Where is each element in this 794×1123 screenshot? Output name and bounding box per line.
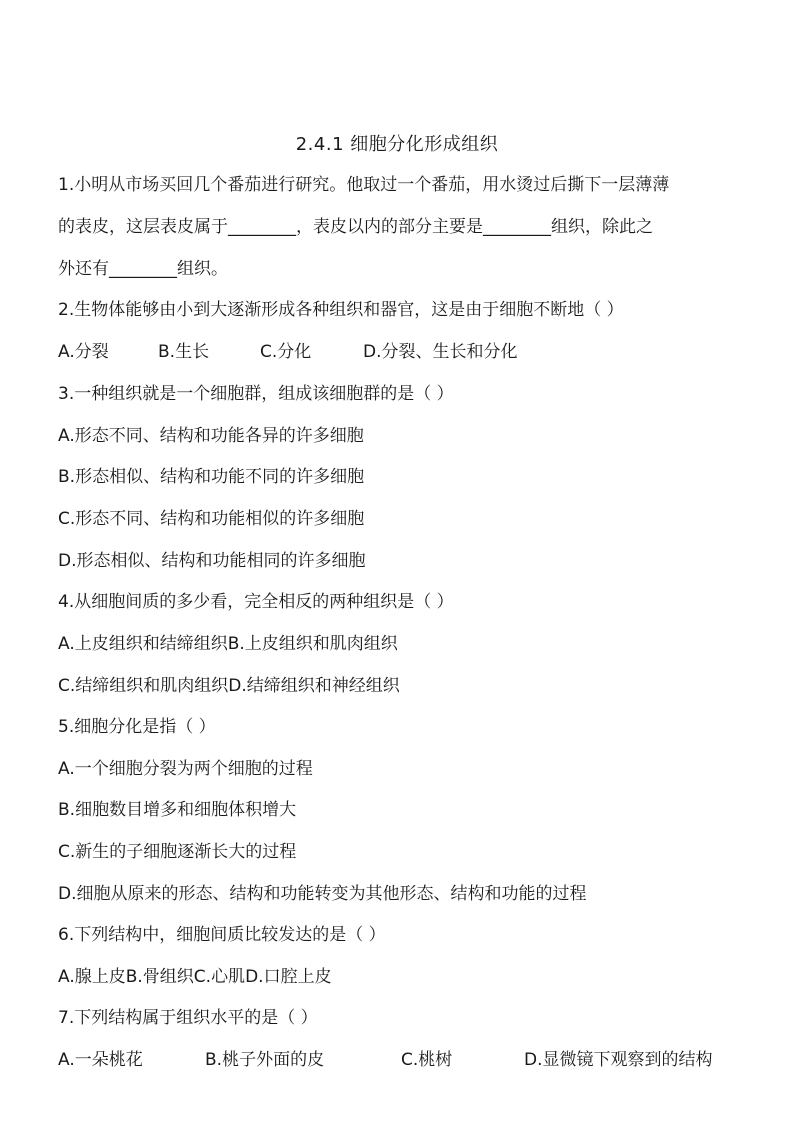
q2-option-b: B.生长 [158,342,210,362]
q2-option-d: D.分裂、生长和分化 [363,342,518,362]
q5-stem: 5.细胞分化是指（ ） [58,717,216,737]
q3-option-c: C.形态不同、结构和功能相似的许多细胞 [58,509,365,529]
q6-stem: 6.下列结构中，细胞间质比较发达的是（ ） [58,925,386,945]
q6-options: A.腺上皮B.骨组织C.心肌D.口腔上皮 [58,967,332,987]
q2-option-c: C.分化 [260,342,312,362]
page-title: 2.4.1 细胞分化形成组织 [295,134,499,155]
q2-stem: 2.生物体能够由小到大逐渐形成各种组织和器官，这是由于细胞不断地（ ） [58,300,624,320]
q4-stem: 4.从细胞间质的多少看，完全相反的两种组织是（ ） [58,592,454,612]
q7-option-d: D.显微镜下观察到的结构 [524,1050,713,1070]
q1-line-1: 1.小明从市场买回几个番茄进行研究。他取过一个番茄，用水烫过后撕下一层薄薄 [58,175,670,195]
q3-option-d: D.形态相似、结构和功能相同的许多细胞 [58,551,366,571]
q1-line-3: 外还有________组织。 [58,259,228,279]
q7-option-a: A.一朵桃花 [58,1050,143,1070]
q7-stem: 7.下列结构属于组织水平的是（ ） [58,1008,318,1028]
q3-option-b: B.形态相似、结构和功能不同的许多细胞 [58,467,365,487]
q5-option-d: D.细胞从原来的形态、结构和功能转变为其他形态、结构和功能的过程 [58,884,587,904]
q5-option-b: B.细胞数目增多和细胞体积增大 [58,800,297,820]
q7-option-b: B.桃子外面的皮 [205,1050,325,1070]
q7-options [58,1049,713,1071]
q5-option-a: A.一个细胞分裂为两个细胞的过程 [58,759,313,779]
q2-option-a: A.分裂 [58,342,109,362]
q2-options [58,341,518,363]
q1-line-2: 的表皮，这层表皮属于________，表皮以内的部分主要是________组织，除此之 [58,217,653,237]
q4-options-line-1: A.上皮组织和结缔组织B.上皮组织和肌肉组织 [58,634,398,654]
q4-options-line-2: C.结缔组织和肌肉组织D.结缔组织和神经组织 [58,676,400,696]
q5-option-c: C.新生的子细胞逐渐长大的过程 [58,842,297,862]
q3-stem: 3.一种组织就是一个细胞群，组成该细胞群的是（ ） [58,384,454,404]
q3-option-a: A.形态不同、结构和功能各异的许多细胞 [58,426,364,446]
q7-option-c: C.桃树 [401,1050,453,1070]
